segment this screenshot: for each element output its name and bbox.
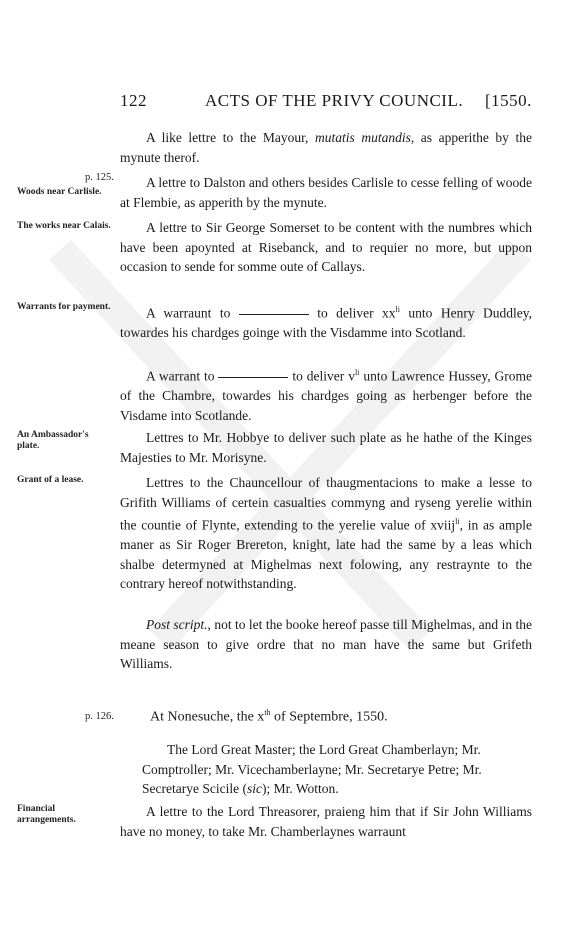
sidenote-woods: Woods near Carlisle. (17, 187, 102, 197)
running-title: ACTS OF THE PRIVY COUNCIL. (205, 91, 464, 110)
year-bracket: [1550. (485, 91, 532, 110)
page-ref-126: p. 126. (85, 711, 114, 722)
sidenote-financial: Financial arrangements. (17, 804, 76, 825)
paragraph-dalston: A lettre to Dalston and others besides Carlisle to cesse felling of woode at Flembie, as apperith by the mynute. (120, 175, 532, 210)
page-ref-125: p. 125. (85, 172, 114, 183)
paragraph-chauncellour: Lettres to the Chauncellour of thaugmentacions to make a lesse to Grifith Williams of certein casualties commyng and ryseng yerelie within the countie of Flynte, extending to the yerelie value of xviij$^{li}$, in as ample maner as Sir Roger Brereton, knight, late had the same by a leas which shalbe determyned at Mighelmas next folowing, any restraynte to the contrary hereof notwithstanding. (120, 475, 532, 591)
paragraph-threasorer: A lettre to the Lord Threasorer, praieng him that if Sir John Williams have no money, to take Mr. Chamberlaynes warraunt (120, 804, 532, 839)
attendees-list: The Lord Great Master; the Lord Great Chamberlayn; Mr. Comptroller; Mr. Vicechamberlayne; Mr. Secretarye Petre; Mr. Secretarye Scicile (sic); Mr. Wotton. (142, 742, 482, 796)
sidenote-warrants: Warrants for payment. (17, 302, 111, 312)
paragraph-somerset: A lettre to Sir George Somerset to be content with the numbres which have been apoynted at Risebanck, and to requier no more, but uppon occasion to sende for somme oute of Callays. (120, 220, 532, 274)
sidenote-ambassador: An Ambassador's plate. (17, 430, 89, 451)
page-number: 122 (120, 91, 147, 110)
sidenote-lease: Grant of a lease. (17, 475, 84, 485)
paragraph-post-script: Post script., not to let the booke hereof passe till Mighelmas, and in the meane season to give ordre that no man have the same but Grifeth Williams. (120, 617, 532, 671)
paragraph-warrant-hussey: A warrant to to deliver $v^{li}$ unto Lawrence Hussey, Grome of the Chambre, towardes his chardges going as herbenger before the Visdame into Scotlande. (120, 368, 533, 423)
paragraph-hobbye: Lettres to Mr. Hobbye to deliver such plate as he hathe of the Kinges Majesties to Mr. Morisyne. (120, 430, 532, 465)
meeting-heading: At Nonesuche, the $x^{th}$ of Septembre, 1550. (150, 708, 388, 725)
paragraph-mayour: A like lettre to the Mayour, mutatis mutandis, as apperithe by the mynute therof. (120, 130, 532, 165)
paragraph-warraunt-duddley: A warraunt to to deliver $xx^{li}$ unto Henry Duddley, towardes his chardges goinge with the Visdamme into Scotland. (120, 305, 532, 340)
sidenote-calais: The works near Calais. (17, 221, 111, 231)
